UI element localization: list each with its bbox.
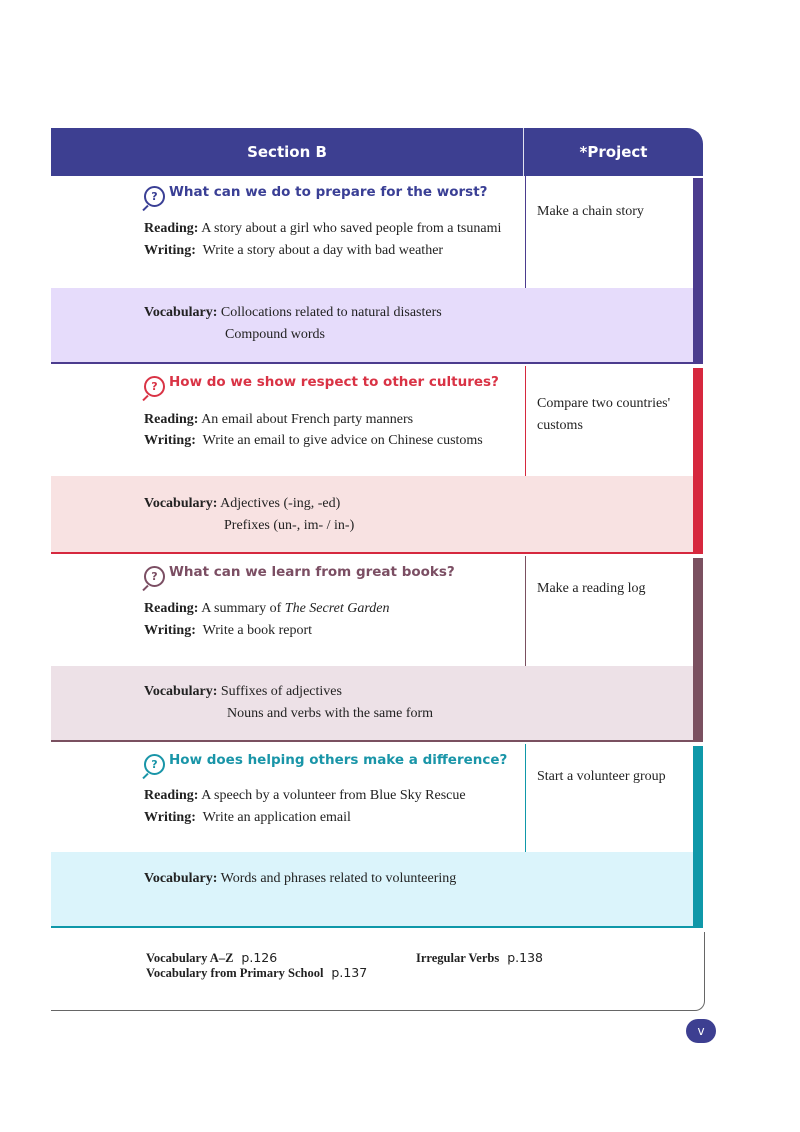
book-title: The Secret Garden [284, 601, 390, 616]
writing-line: Writing: Write an application email [144, 810, 351, 825]
project-text: Compare two countries' customs [537, 396, 671, 433]
vocabulary-band [51, 852, 693, 928]
vocabulary-line-2: Prefixes (un-, im- / in-) [224, 518, 355, 533]
page-number-badge: v [686, 1019, 716, 1043]
vocabulary-line: Vocabulary: Suffixes of adjectives [144, 684, 342, 699]
unit-row-3 [51, 556, 703, 744]
question-mark-icon: ? [144, 754, 165, 775]
writing-line: Writing: Write a story about a day with bad weather [144, 243, 444, 258]
writing-line: Writing: Write a book report [144, 623, 313, 638]
question-mark-icon: ? [144, 376, 165, 397]
unit-question: ? How does helping others make a difference? [144, 752, 507, 775]
unit-color-bar [693, 746, 703, 926]
writing-line: Writing: Write an email to give advice on Chinese customs [144, 433, 483, 448]
unit-question: ? How do we show respect to other cultures? [144, 374, 499, 397]
reading-line: Reading: A speech by a volunteer from Blue Sky Rescue [144, 788, 466, 803]
unit-color-bar [693, 368, 703, 552]
vocabulary-line: Vocabulary: Collocations related to natural disasters [144, 305, 442, 320]
question-mark-icon: ? [144, 566, 165, 587]
vocabulary-line: Vocabulary: Adjectives (-ing, -ed) [144, 496, 341, 511]
unit-row-1 [51, 176, 703, 366]
appendix-irregular-verbs: Irregular Verbs p.138 [416, 950, 544, 965]
appendix-vocab-az: Vocabulary A–Z p.126 [146, 950, 278, 965]
unit-color-bar [693, 558, 703, 740]
vocabulary-line: Vocabulary: Words and phrases related to volunteering [144, 871, 457, 886]
unit-row-4 [51, 744, 703, 930]
unit-color-bar [693, 178, 703, 364]
appendix-vocab-primary: Vocabulary from Primary School p.137 [146, 965, 368, 980]
reading-line: Reading: A story about a girl who saved people from a tsunami [144, 221, 502, 236]
header-project: *Project [579, 143, 648, 161]
table-header [51, 128, 703, 176]
reading-line: Reading: An email about French party manners [144, 412, 414, 427]
vocabulary-line-2: Compound words [225, 327, 325, 342]
unit-question: ? What can we do to prepare for the worst? [144, 184, 488, 207]
vocabulary-band [51, 666, 693, 740]
project-text: Make a reading log [537, 581, 646, 596]
vocabulary-band [51, 476, 693, 552]
header-section-b: Section B [247, 143, 327, 161]
unit-row-2 [51, 366, 703, 556]
question-mark-icon: ? [144, 186, 165, 207]
unit-bottom-rule [51, 926, 703, 928]
project-text: Start a volunteer group [537, 769, 666, 784]
unit-bottom-rule [51, 740, 703, 742]
unit-bottom-rule [51, 362, 703, 364]
vocabulary-line-2: Nouns and verbs with the same form [227, 706, 434, 721]
reading-line: Reading: A summary of The Secret Garden [144, 601, 390, 616]
project-text: Make a chain story [537, 204, 644, 219]
unit-bottom-rule [51, 552, 703, 554]
vocabulary-band [51, 288, 693, 362]
unit-question: ? What can we learn from great books? [144, 564, 455, 587]
